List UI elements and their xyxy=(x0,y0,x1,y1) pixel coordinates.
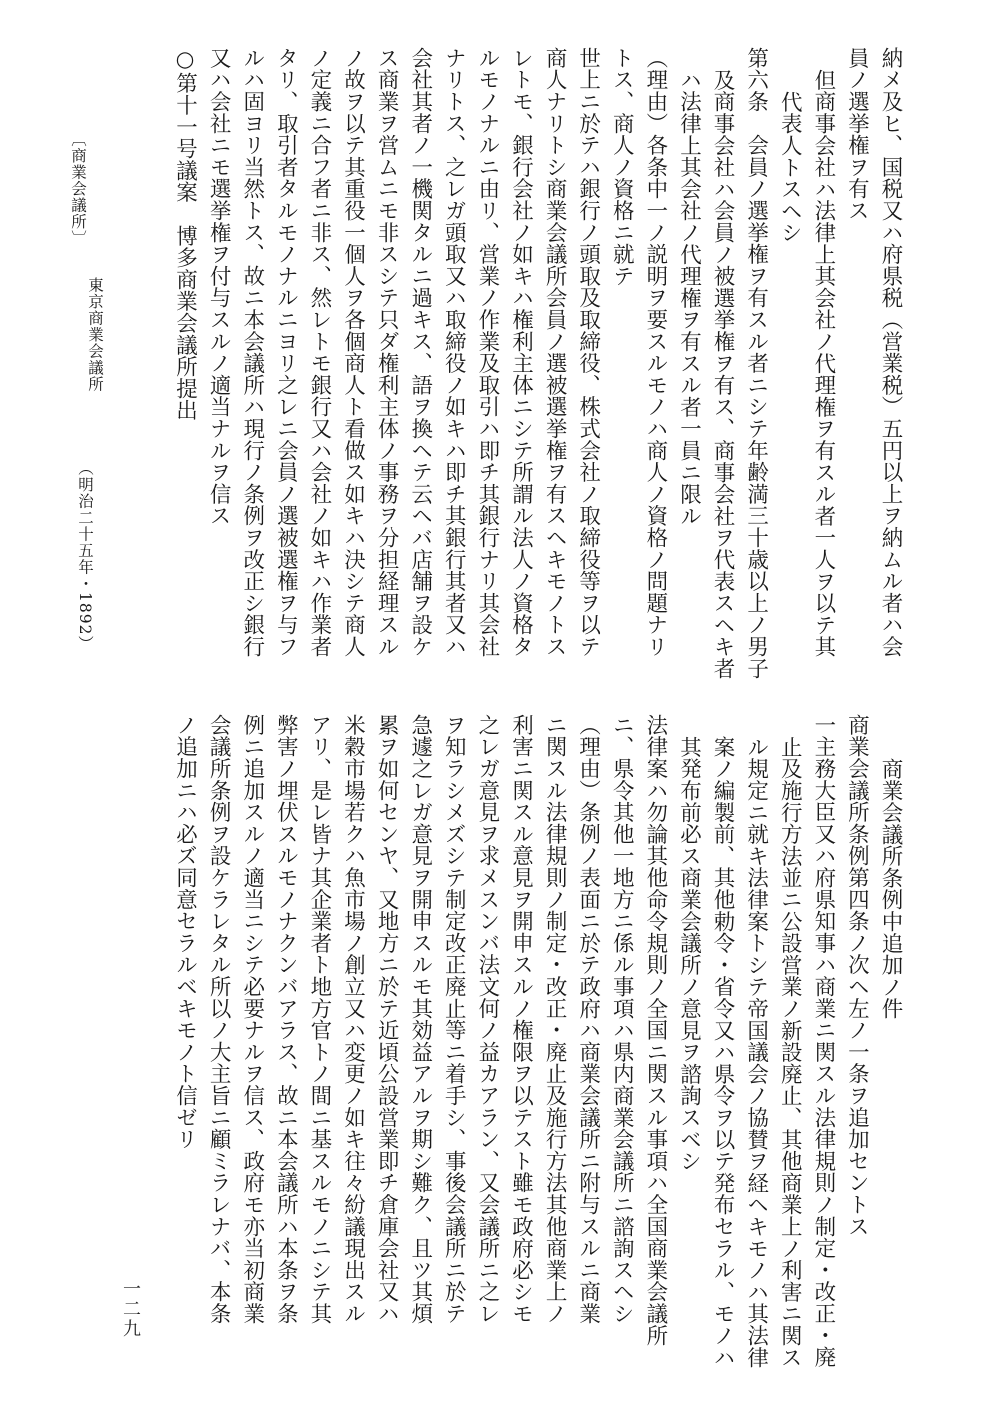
text-line: 代表人トスヘシ xyxy=(777,91,803,244)
upper-text-block xyxy=(168,47,907,680)
text-line: ヲ知ラシメズシテ制定改正廃止等ニ着手シ、事後会議所ニ於テ xyxy=(441,714,467,1325)
page-number: 一二九 xyxy=(120,1279,141,1339)
text-line: ル規定ニ就キ法律案トシテ帝国議会ノ協賛ヲ経ヘキモノハ其法律 xyxy=(743,736,769,1369)
text-line: 商人ナリトシ商業会議所会員ノ選被選挙権ヲ有スヘキモノトス xyxy=(542,47,568,658)
text-line: 案ノ編製前、其他勅令・省令又ハ県令ヲ以テ発布セラル、モノハ xyxy=(710,736,736,1369)
text-line: ス商業ヲ営ムニモ非スシテ只ダ権利主体ノ事務ヲ分担経理スル xyxy=(374,47,400,658)
text-line: 会社其者ノ一機関タルニ過キス、語ヲ換ヘテ云ヘバ店舗ヲ設ケ xyxy=(407,47,433,658)
text-line: 米穀市場若クハ魚市場ノ創立又ハ変更ノ如キ往々紛議現出スル xyxy=(340,714,366,1325)
text-line: 員ノ選挙権ヲ有ス xyxy=(844,47,870,222)
text-line: ニ、県令其他一地方ニ係ル事項ハ県内商業会議所ニ諮詢スヘシ xyxy=(609,714,635,1325)
text-line: 例ニ追加スルノ適当ニシテ必要ナルヲ信ス、政府モ亦当初商業 xyxy=(239,714,265,1325)
text-line: レトモ、銀行会社ノ如キハ権利主体ニシテ所謂ル法人ノ資格タ xyxy=(508,47,534,658)
text-line: ノ追加ニハ必ズ同意セラルベキモノト信ゼリ xyxy=(172,714,198,1150)
text-line: ルモノナルニ由リ、営業ノ作業及取引ハ即チ其銀行ナリ其会社 xyxy=(474,47,500,658)
text-line: 世上ニ於テハ銀行ノ頭取及取締役、株式会社ノ取締役等ヲ以テ xyxy=(575,47,601,658)
footer-source-name: 東京商業会議所 xyxy=(86,277,104,393)
text-line: 但商事会社ハ法律上其会社ノ代理権ヲ有スル者一人ヲ以テ其 xyxy=(810,69,836,658)
text-line: ノ定義ニ合フ者ニ非ス、然レトモ銀行又ハ会社ノ如キハ作業者 xyxy=(306,47,332,658)
section-title: 商業会議所条例中追加ノ件 xyxy=(878,758,903,1020)
text-line: ニ関スル法律規則ノ制定・改正・廃止及施行方法其他商業上ノ xyxy=(542,714,568,1325)
text-line: 其発布前必ス商業会議所ノ意見ヲ諮詢スベシ xyxy=(676,736,702,1172)
text-line: 利害ニ関スル意見ヲ開申スルノ権限ヲ以テスト雖モ政府必シモ xyxy=(508,714,534,1325)
text-line: ナリトス、之レガ頭取又ハ取締役ノ如キハ即チ其銀行其者又ハ xyxy=(441,47,467,658)
text-line: ハ法律上其会社ノ代理権ヲ有スル者一員ニ限ル xyxy=(676,69,702,527)
text-line: 之レガ意見ヲ求メスンバ法文何ノ益カアラン、又会議所ニ之レ xyxy=(474,714,500,1325)
reason-line: （理由）各条中一ノ説明ヲ要スルモノハ商人ノ資格ノ問題ナリ xyxy=(642,47,668,658)
text-line: 納メ及ヒ、国税又ハ府県税（営業税）五円以上ヲ納ムル者ハ会 xyxy=(878,47,903,658)
article-heading: 第六条 会員ノ選挙権ヲ有スル者ニシテ年齢満三十歳以上ノ男子 xyxy=(743,47,769,680)
text-line: 急遽之レガ意見ヲ開申スルモ其効益アルヲ期シ難ク、且ツ其煩 xyxy=(407,714,433,1325)
footer-date: （明治二十五年・1892） xyxy=(76,460,94,652)
text-line: 弊害ノ埋伏スルモノナクンバアラス、故ニ本会議所ハ本条ヲ条 xyxy=(273,714,299,1325)
text-line: 会議所条例ヲ設ケラレタル所以ノ大主旨ニ顧ミラレナバ、本条 xyxy=(206,714,232,1325)
proposal-heading: ○第十一号議案 博多商業会議所提出 xyxy=(172,47,198,422)
text-line: ノ故ヲ以テ其重役一個人ヲ各個商人ト看做ス如キハ決シテ商人 xyxy=(340,47,366,658)
text-line: 止及施行方法並ニ公設営業ノ新設廃止、其他商業上ノ利害ニ関ス xyxy=(777,736,803,1369)
reason-line: （理由）条例ノ表面ニ於テ政府ハ商業会議所ニ附与スルニ商業 xyxy=(575,714,601,1325)
text-line: 一主務大臣又ハ府県知事ハ商業ニ関スル法律規則ノ制定・改正・廃 xyxy=(810,714,836,1368)
text-line: 商業会議所条例第四条ノ次ヘ左ノ一条ヲ追加セントス xyxy=(844,714,870,1238)
text-line: トス、商人ノ資格ニ就テ xyxy=(609,47,635,287)
text-line: 累ヲ如何センヤ、又地方ニ於テ近頃公設営業即チ倉庫会社又ハ xyxy=(374,714,400,1325)
text-line: 法律案ハ勿論其他命令規則ノ全国ニ関スル事項ハ全国商業会議所 xyxy=(642,714,668,1347)
text-line: タリ、取引者タルモノナルニヨリ之レニ会員ノ選被選権ヲ与フ xyxy=(273,47,299,658)
lower-text-block xyxy=(168,714,907,1369)
text-line: アリ、是レ皆ナ其企業者ト地方官トノ間ニ基スルモノニシテ其 xyxy=(306,714,332,1325)
footer-org-label: 〔商業会議所〕 xyxy=(69,131,87,247)
text-line: 又ハ会社ニモ選挙権ヲ付与スルノ適当ナルヲ信ス xyxy=(206,47,232,527)
text-line: ルハ固ヨリ当然トス、故ニ本会議所ハ現行ノ条例ヲ改正シ銀行 xyxy=(239,47,265,658)
text-line: 及商事会社ハ会員ノ被選挙権ヲ有ス、商事会社ヲ代表スヘキ者 xyxy=(710,69,736,680)
